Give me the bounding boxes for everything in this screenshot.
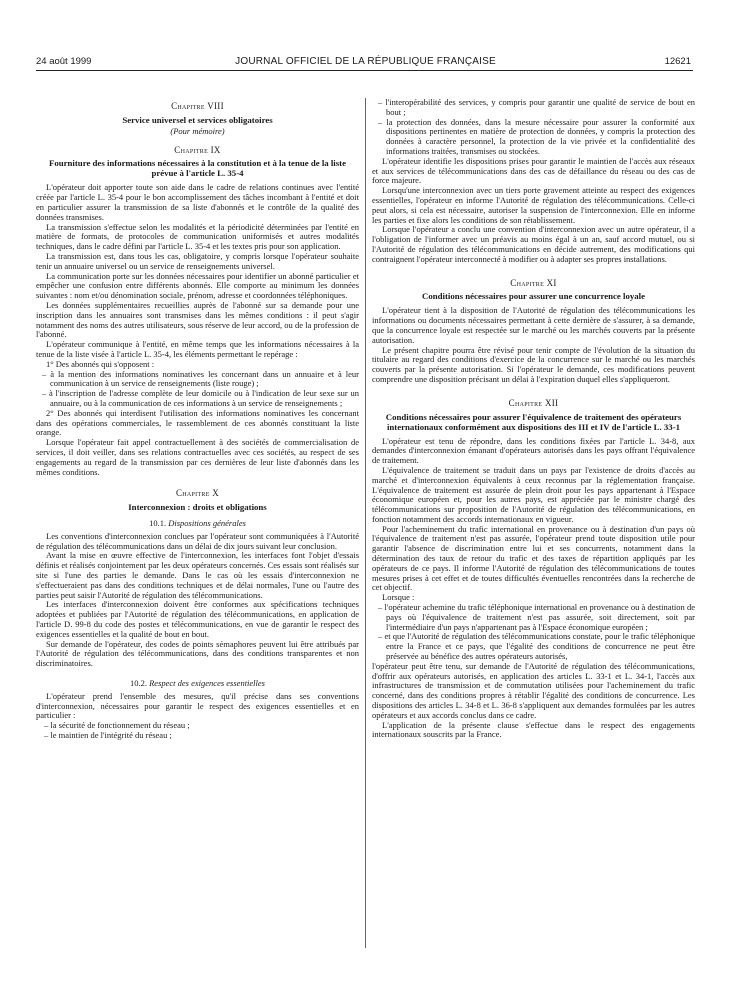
- paragraph: Lorsque l'opérateur a conclu une convention d'interconnexion avec un autre opérateur, il a l'obligation de l'informer avec un préavis au moins égal à un an, sauf accord mutuel, ou si l'Autorité de régulation des télécommunications en décide autrement, des modifications qui contraignent l'opérateur interconnecté à modifier ou à adapter ses propres installations.: [372, 224, 695, 264]
- chapter-memo: (Pour mémoire): [170, 125, 225, 136]
- paragraph: Lorsque :: [382, 592, 415, 603]
- paragraph: Les conventions d'interconnexion conclues par l'opérateur sont communiquées à l'Autorité de régulation des télécommunications dans un délai de dix jours suivant leur conclusion.: [36, 530, 359, 551]
- list-item: – la sécurité de fonctionnement du réseau ;: [44, 720, 190, 731]
- header-rule: [36, 70, 693, 71]
- chapter-title: Conditions nécessaires pour assurer l'équivalence de traitement des opérateurs internationaux conformément aux dispositions des III et IV de l'article L. 33-1: [385, 411, 682, 432]
- list-item: – le maintien de l'intégrité du réseau ;: [44, 730, 172, 741]
- chapter-title: Service universel et services obligatoires: [122, 114, 273, 125]
- header-journal-title: JOURNAL OFFICIEL DE LA RÉPUBLIQUE FRANÇAISE: [235, 56, 496, 67]
- list-item: 1° Des abonnés qui s'opposent :: [46, 358, 155, 369]
- list-item: – à l'inscription de l'adresse complète de leur domicile ou à l'indication de leur sexe sur un annuaire, ou à la communication de ces informations à un service de renseignements ;: [42, 388, 359, 408]
- list-item: – l'opérateur achemine du trafic téléphonique international en provenance ou à destination de pays où l'équivalence de traitement n'est pas assurée, soit directement, soit par l'intermédiaire d'un pays n'appartenant pas à l'Espace économique européen ;: [378, 602, 695, 632]
- paragraph: Les interfaces d'interconnexion doivent être conformes aux spécifications techniques adoptées et publiées par l'Autorité de régulation des télécommunications, en application de l'article D. 99-8 du code des postes et télécommunications, en vue de garantir le respect des exigences essentielles et la qualité de bout en bout.: [36, 599, 359, 639]
- chapter-title: Conditions nécessaires pour assurer une concurrence loyale: [421, 291, 646, 302]
- paragraph: Lorsqu'une interconnexion avec un tiers porte gravement atteinte au respect des exigences essentielles, l'opérateur en informe l'Autorité de régulation des télécommunications. Celle-ci peut alors, si cela est nécessaire, autoriser la suspension de l'interconnexion. Elle en informe les parties et fixe alors les conditions de son rétablissement.: [372, 185, 695, 225]
- paragraph: L'opérateur doit apporter toute son aide dans le cadre de relations continues avec l'entité créée par l'article L. 35-4 pour le bon accomplissement des tâches incombant à l'entité et doit en particulier assurer la transmission de sa liste d'abonnés et le contrôle de la qualité des données transmises.: [36, 182, 359, 222]
- paragraph: L'opérateur est tenu de répondre, dans les conditions fixées par l'article L. 34-8, aux demandes d'interconnexion émanant d'opérateurs autorisés dans les pays offrant l'équivalence de traitement.: [372, 435, 695, 466]
- paragraph: L'opérateur prend l'ensemble des mesures, qu'il précise dans ses conventions d'interconnexion, nécessaires pour garantir le respect des exigences essentielles et en particulier :: [36, 690, 359, 721]
- section-title: Respect des exigences essentielles: [149, 678, 265, 689]
- paragraph: Les données supplémentaires recueillies auprès de l'abonné sur sa demande pour une inscription dans les annuaires sont transmises dans les mêmes conditions : il peut s'agir notamment des noms des autres utilisateurs, sous réserve de leur accord, ou de la profession de l'abonné.: [36, 299, 359, 340]
- chapter-label: Chapitre XI: [510, 277, 557, 288]
- paragraph: Avant la mise en œuvre effective de l'interconnexion, les interfaces font l'objet d'essais définis et réalisés conjointement par les deux opérateurs concernés. Ces essais sont réalisés sur site si l'une des parties le demande. Dans le cas où les essais d'interconnexion ne s'effectueraient pas dans des conditions techniques et de délai normales, l'une ou l'autre des parties peut saisir l'Autorité de régulation des télécommunications.: [36, 550, 359, 600]
- paragraph: L'équivalence de traitement se traduit dans un pays par l'existence de droits d'accès au marché et d'interconnexion équivalents à ceux reconnus par la réglementation française. L'équivalence de traitement est assurée de plein droit pour les pays appartenant à l'Espace économique européen et, pour les autres pays, est appréciée par le ministre chargé des télécommunications sur proposition de l'Autorité de régulation des télécommunications, en fonction notamment des accords internationaux en vigueur.: [372, 464, 695, 524]
- header-page-number: 12621: [664, 56, 691, 67]
- chapter-label: Chapitre XII: [508, 397, 559, 408]
- list-item: – l'interopérabilité des services, y compris pour garantir une qualité de service de bout en bout ;: [378, 97, 695, 117]
- paragraph: l'opérateur peut être tenu, sur demande de l'Autorité de régulation des télécommunications, d'offrir aux opérateurs autorisés, en application des articles L. 33-1 et L. 34-1, l'accès aux infrastructures de transmission et de commutation utilisées pour l'acheminement du trafic concerné, dans des conditions propres à rétablir l'égalité des conditions de concurrence. Les dispositions des articles L. 34-8 et L. 36-8 s'appliquent aux demandes formulées par les autres opérateurs et aux accords conclus dans ce cadre.: [372, 660, 695, 720]
- list-item: 2° Des abonnés qui interdisent l'utilisation des informations nominatives les concernant dans des opérations commerciales, le rassemblement de ces abonnés constituant la liste orange.: [36, 407, 359, 438]
- header-date: 24 août 1999: [36, 56, 92, 67]
- paragraph: L'opérateur identifie les dispositions prises pour garantir le maintien de l'accès aux réseaux et aux services de télécommunications dans des cas de défaillance du réseau ou des cas de force majeure.: [372, 155, 695, 186]
- section-heading: [36, 519, 359, 529]
- paragraph: La transmission est, dans tous les cas, obligatoire, y compris lorsque l'opérateur souhaite tenir un annuaire universel ou un service de renseignements universel.: [36, 250, 359, 271]
- chapter-title: Interconnexion : droits et obligations: [128, 502, 267, 513]
- list-item: – et que l'Autorité de régulation des télécommunications constate, pour le trafic téléphonique entre la France et ce pays, que l'égalité des conditions de concurrence ne peut être préservée au bénéfice des autres opérateurs autorisés,: [378, 631, 695, 662]
- paragraph: L'application de la présente clause s'effectue dans le respect des engagements internationaux souscrits par la France.: [372, 719, 695, 740]
- paragraph: La communication porte sur les données nécessaires pour identifier un abonné particulier et empêcher une confusion entre différents abonnés. Elle comporte au minimum les données suivantes : nom et/ou dénomination sociale, prénom, adresse et coordonnées téléphoniques.: [36, 270, 359, 301]
- section-number: 10.2.: [129, 678, 147, 689]
- left-column: [36, 98, 359, 741]
- section-heading: [36, 679, 359, 689]
- paragraph: La transmission s'effectue selon les modalités et la périodicité déterminées par l'entité en matière de formats, de protocoles de communication uniformisés et autres modalités techniques, dans le cadre défini par l'article L. 35-4 et les textes pris pour son application.: [36, 221, 359, 252]
- section-title: Dispositions générales: [168, 518, 246, 529]
- paragraph: L'opérateur communique à l'entité, en même temps que les informations nécessaires à la tenue de la liste visée à l'article L. 35-4, les éléments permettant le repérage :: [36, 339, 359, 359]
- right-column: [372, 98, 695, 740]
- column-divider: [365, 98, 366, 948]
- paragraph: Sur demande de l'opérateur, des codes de points sémaphores peuvent lui être attribués par l'Autorité de régulation des télécommunications, dans des conditions transparentes et non discriminatoires.: [36, 638, 359, 669]
- chapter-label: Chapitre IX: [174, 144, 221, 155]
- paragraph: Pour l'acheminement du trafic international en provenance ou à destination d'un pays où l'équivalence de traitement n'est pas assurée, l'opérateur prend toute disposition utile pour garantir l'absence de discrimination entre lui et ses concurrents, notamment dans la détermination des taux de retour du trafic et des taxes de répartition appliqués par les opérateurs de ce pays. Il informe l'Autorité de régulation des télécommunications de toutes mesures prises à cet effet et de toutes difficultés éventuelles rencontrées dans la recherche de cet objectif.: [372, 523, 695, 593]
- section-number: 10.1.: [149, 518, 167, 529]
- chapter-label: Chapitre VIII: [171, 101, 224, 111]
- paragraph: Lorsque l'opérateur fait appel contractuellement à des sociétés de commercialisation de services, il doit veiller, dans ses relations contractuelles avec ces sociétés, au respect de ses engagements au regard de la transmission par ces dernières de leur liste d'abonnés dans les mêmes conditions.: [36, 437, 359, 477]
- paragraph: Le présent chapitre pourra être révisé pour tenir compte de l'évolution de la situation du titulaire au regard des conditions d'exercice de la concurrence sur le marché ou les marchés couverts par la présente autorisation. Si l'opérateur le demande, ces modifications peuvent comprendre une disposition précisant un délai à l'expiration duquel elles s'appliqueront.: [372, 344, 695, 384]
- chapter-label: Chapitre X: [175, 488, 220, 499]
- chapter-title: Fourniture des informations nécessaires à la constitution et à la tenue de la liste prévue à l'article L. 35-4: [48, 158, 347, 179]
- list-item: – à la mention des informations nominatives les concernant dans un annuaire et à leur communication à un service de renseignements (liste rouge) ;: [42, 368, 359, 389]
- paragraph: L'opérateur tient à la disposition de l'Autorité de régulation des télécommunications les informations ou documents nécessaires permettant à cette dernière de s'assurer, à sa demande, que la concurrence loyale est respectée sur le marché ou les marchés couverts par la présente autorisation.: [372, 305, 695, 345]
- list-item: – la protection des données, dans la mesure nécessaire pour assurer la conformité aux dispositions pertinentes en matière de protection de données, y compris la protection des données à caractère personnel, la protection de la vie privée et la confidentialité des informations traitées, transmises ou stockées.: [378, 116, 695, 156]
